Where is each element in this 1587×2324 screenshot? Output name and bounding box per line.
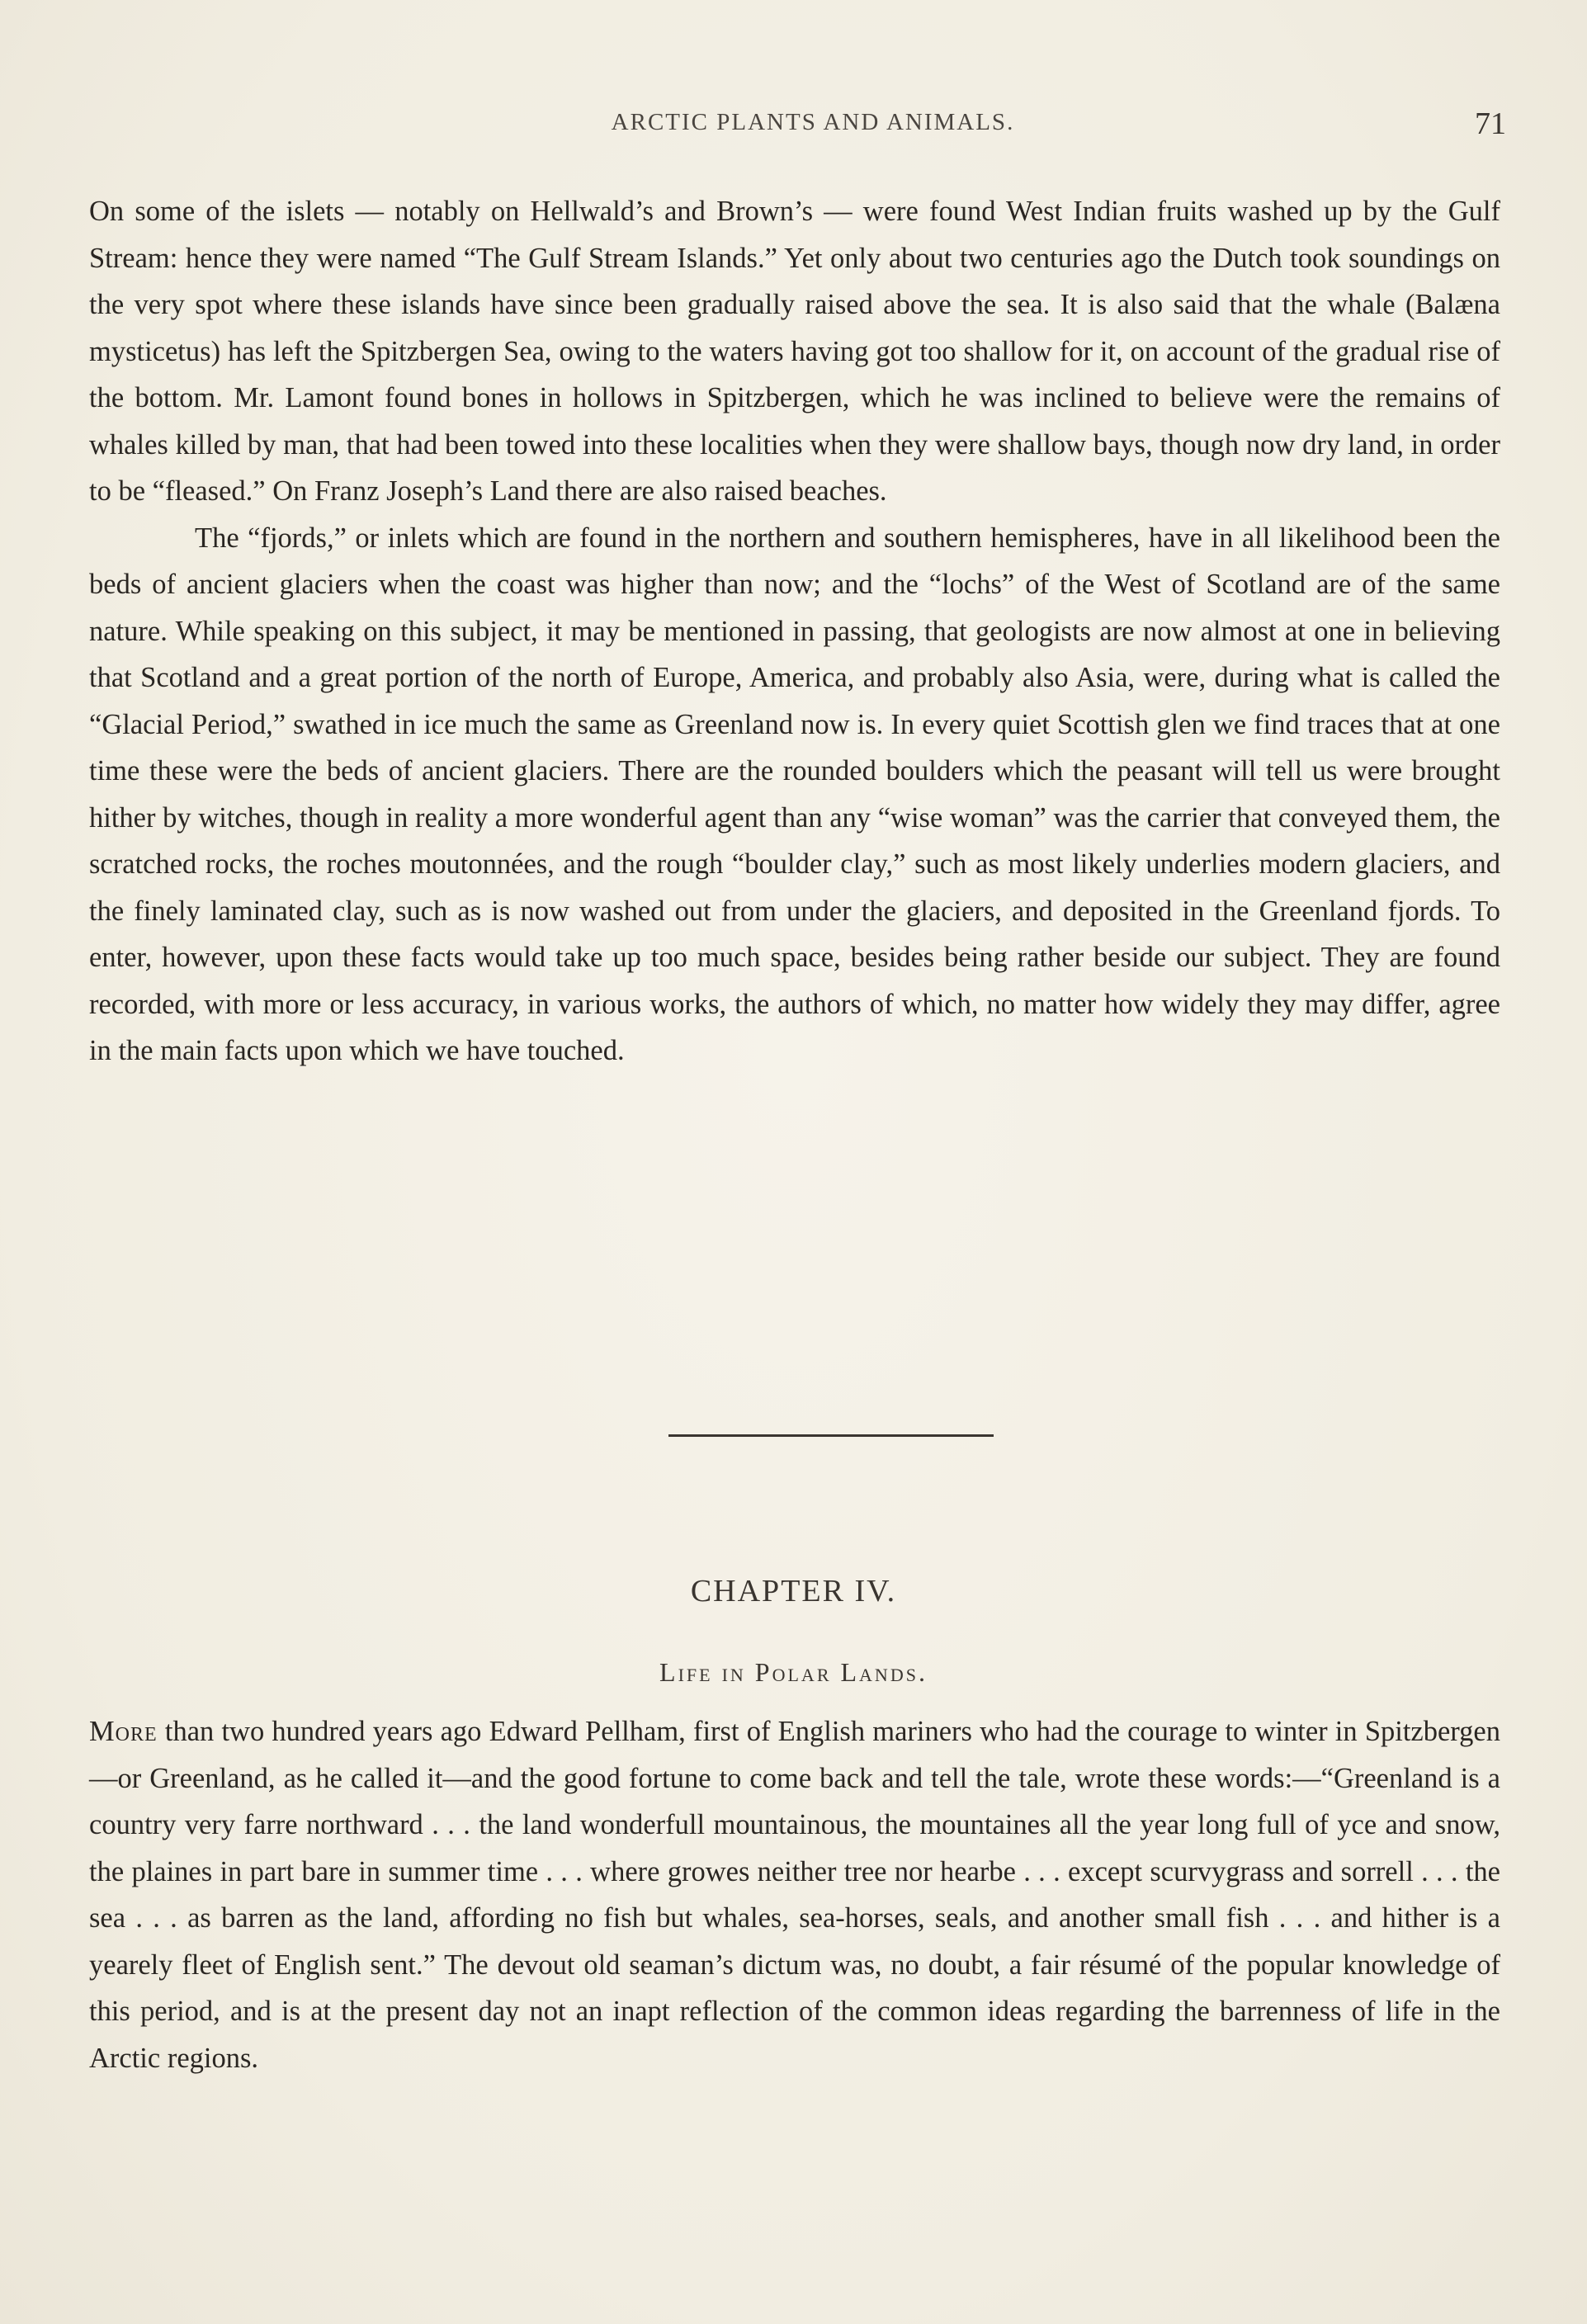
chapter-subtitle: Life in Polar Lands. bbox=[659, 1657, 928, 1687]
continued-text bbox=[89, 188, 1500, 1075]
paragraph-pellham-text: than two hundred years ago Edward Pellham, first of English mariners who had the courage to winter in Spitzbergen—or Greenland, as he called it—and the good fortune to come back and tell the tale, wrote these words:—“Greenland is a country very farre northward . . . the land wonderfull mountainous, the mountaines all the year long full of yce and snow, the plaines in part bare in summer time . . . where growes neither tree nor hearbe . . . except scurvygrass and sorrell . . . the sea . . . as barren as the land, affording no fish but whales, sea-horses, seals, and another small fish . . . and hither is a yearely fleet of English sent.” The devout old seaman’s dictum was, no doubt, a fair résumé of the popular knowledge of this period, and is at the present day not an inapt reflection of the common ideas regarding the barrenness of life in the Arctic regions. bbox=[89, 1716, 1500, 2074]
chapter-title: CHAPTER IV. bbox=[690, 1574, 897, 1608]
paragraph-fjords: The “fjords,” or inlets which are found in the northern and southern hemispheres, have in all likelihood been the beds of ancient glaciers when the coast was higher than now; and the “lochs” of the West of Scotland are of the same nature. While speaking on this subject, it may be mentioned in passing, that geologists are now almost at one in believing that Scotland and a great portion of the north of Europe, America, and probably also Asia, were, during what is called the “Glacial Period,” swathed in ice much the same as Greenland now is. In every quiet Scottish glen we find traces that at one time these were the beds of ancient glaciers. There are the rounded boulders which the peasant will tell us were brought hither by witches, though in reality a more wonderful agent than any “wise woman” was the carrier that conveyed them, the scratched rocks, the roches moutonnées, and the rough “boulder clay,” such as most likely underlies modern glaciers, and the finely laminated clay, such as is now washed out from under the glaciers, and deposited in the Greenland fjords. To enter, however, upon these facts would take up too much space, besides being rather beside our subject. They are found recorded, with more or less accuracy, in various works, the authors of which, no matter how widely they may differ, agree in the main facts upon which we have touched. bbox=[89, 522, 1500, 1066]
chapter-text bbox=[89, 1708, 1500, 2081]
section-divider bbox=[668, 1434, 994, 1437]
paragraph-islets: On some of the islets — notably on Hellwald’s and Brown’s — were found West Indian fruits washed up by the Gulf Stream: hence they were named “The Gulf Stream Islands.” Yet only about two centuries ago the Dutch took soundings on the very spot where these islands have since been gradually raised above the sea. It is also said that the whale (Balæna mysticetus) has left the Spitzbergen Sea, owing to the waters having got too shallow for it, on account of the gradual rise of the bottom. Mr. Lamont found bones in hollows in Spitzbergen, which he was inclined to believe were the remains of whales killed by man, that had been towed into these localities when they were shallow bays, though now dry land, in order to be “fleased.” On Franz Joseph’s Land there are also raised beaches. bbox=[89, 196, 1500, 507]
running-head: ARCTIC PLANTS AND ANIMALS. bbox=[611, 109, 1015, 135]
paragraph-pellham bbox=[89, 1708, 1500, 2081]
page-number: 71 bbox=[1475, 106, 1506, 141]
lead-word: More bbox=[89, 1716, 158, 1747]
